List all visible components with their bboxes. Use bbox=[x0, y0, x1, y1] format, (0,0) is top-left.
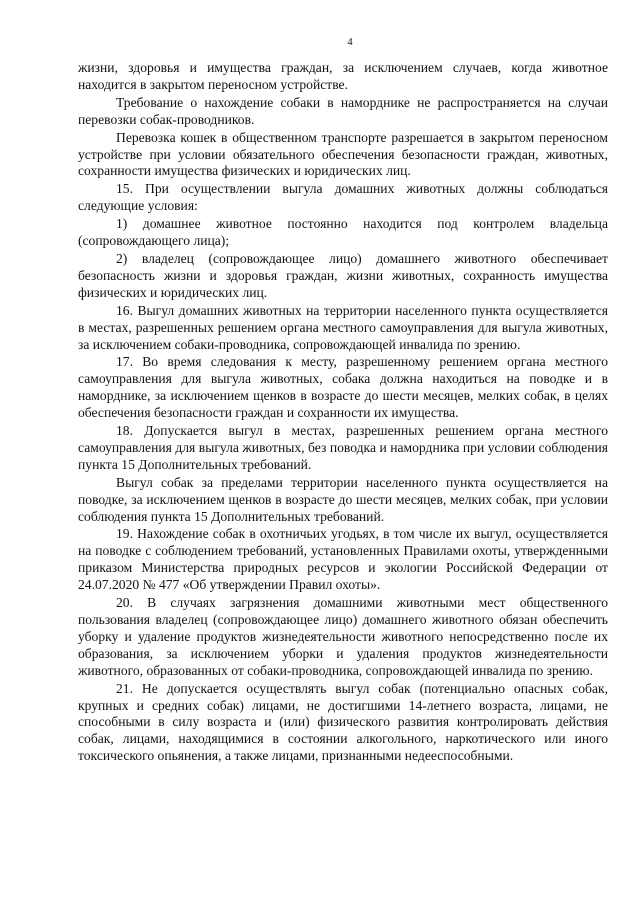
paragraph-item-21: 21. Не допускается осуществлять выгул собак (потенциально опасных собак, крупных и средних собак) лицами, не достигшими 14-летнего возраста, лицами, не способными в силу возраста и (или) физического развития контролировать действия собак, лицами, находящимися в состоянии алкогольного, наркотического или иного токсического опьянения, а также лицами, признанными недееспособными. bbox=[78, 680, 608, 764]
document-page bbox=[78, 36, 608, 766]
paragraph-item-16: 16. Выгул домашних животных на территории населенного пункта осуществляется в местах, разрешенных решением органа местного самоуправления для выгула животных, за исключением собаки-проводника, сопровождающей инвалида по зрению. bbox=[78, 302, 608, 352]
paragraph-muzzle-exception: Требование о нахождение собаки в наморднике не распространяется на случаи перевозки собак-проводников. bbox=[78, 94, 608, 127]
paragraph-item-15-2: 2) владелец (сопровождающее лицо) домашнего животного обеспечивает безопасность жизни и здоровья граждан, жизни животных, сохранность имущества физических и юридических лиц. bbox=[78, 250, 608, 300]
paragraph-continuation: жизни, здоровья и имущества граждан, за исключением случаев, когда животное находится в закрытом переносном устройстве. bbox=[78, 60, 608, 92]
paragraph-item-15: 15. При осуществлении выгула домашних животных должны соблюдаться следующие условия: bbox=[78, 181, 608, 214]
paragraph-item-19: 19. Нахождение собак в охотничьих угодьях, в том числе их выгул, осуществляется на поводке с соблюдением требований, установленных Правилами охоты, утвержденными приказом Министерства природных ресурсов и экологии Российской Федерации от 24.07.2020 № 477 «Об утверждении Правил охоты». bbox=[78, 526, 608, 593]
paragraph-item-18-outside: Выгул собак за пределами территории населенного пункта осуществляется на поводке, за исключением щенков в возрасте до шести месяцев, мелких собак, при условии соблюдения пункта 15 Дополнительных требований. bbox=[78, 474, 608, 524]
page-number: 4 bbox=[347, 37, 353, 48]
paragraph-item-20: 20. В случаях загрязнения домашними животными мест общественного пользования владелец (сопровождающее лицо) домашнего животного обязан обеспечить уборку и удаление продуктов жизнедеятельности животного непосредственно после их образования, за исключением уборки и удаления продуктов жизнедеятельности животного, образованных от собаки-проводника, сопровождающей инвалида по зрению. bbox=[78, 595, 608, 678]
paragraph-item-18: 18. Допускается выгул в местах, разрешенных решением органа местного самоуправления для выгула животных, без поводка и намордника при условии соблюдения пункта 15 Дополнительных требований. bbox=[78, 423, 608, 472]
paragraph-item-17: 17. Во время следования к месту, разрешенному решением органа местного самоуправления для выгула животных, собака должна находиться на поводке и в наморднике, за исключением щенков в возрасте до шести месяцев, мелких собак, в целях обеспечения безопасности граждан и сохранности их имущества. bbox=[78, 354, 608, 421]
paragraph-cat-transport: Перевозка кошек в общественном транспорте разрешается в закрытом переносном устройстве при условии обязательного обеспечения безопасности граждан, животных, сохранности имущества физических и юридических лиц. bbox=[78, 129, 608, 179]
paragraph-item-15-1: 1) домашнее животное постоянно находится под контролем владельца (сопровождающего лица); bbox=[78, 216, 608, 249]
